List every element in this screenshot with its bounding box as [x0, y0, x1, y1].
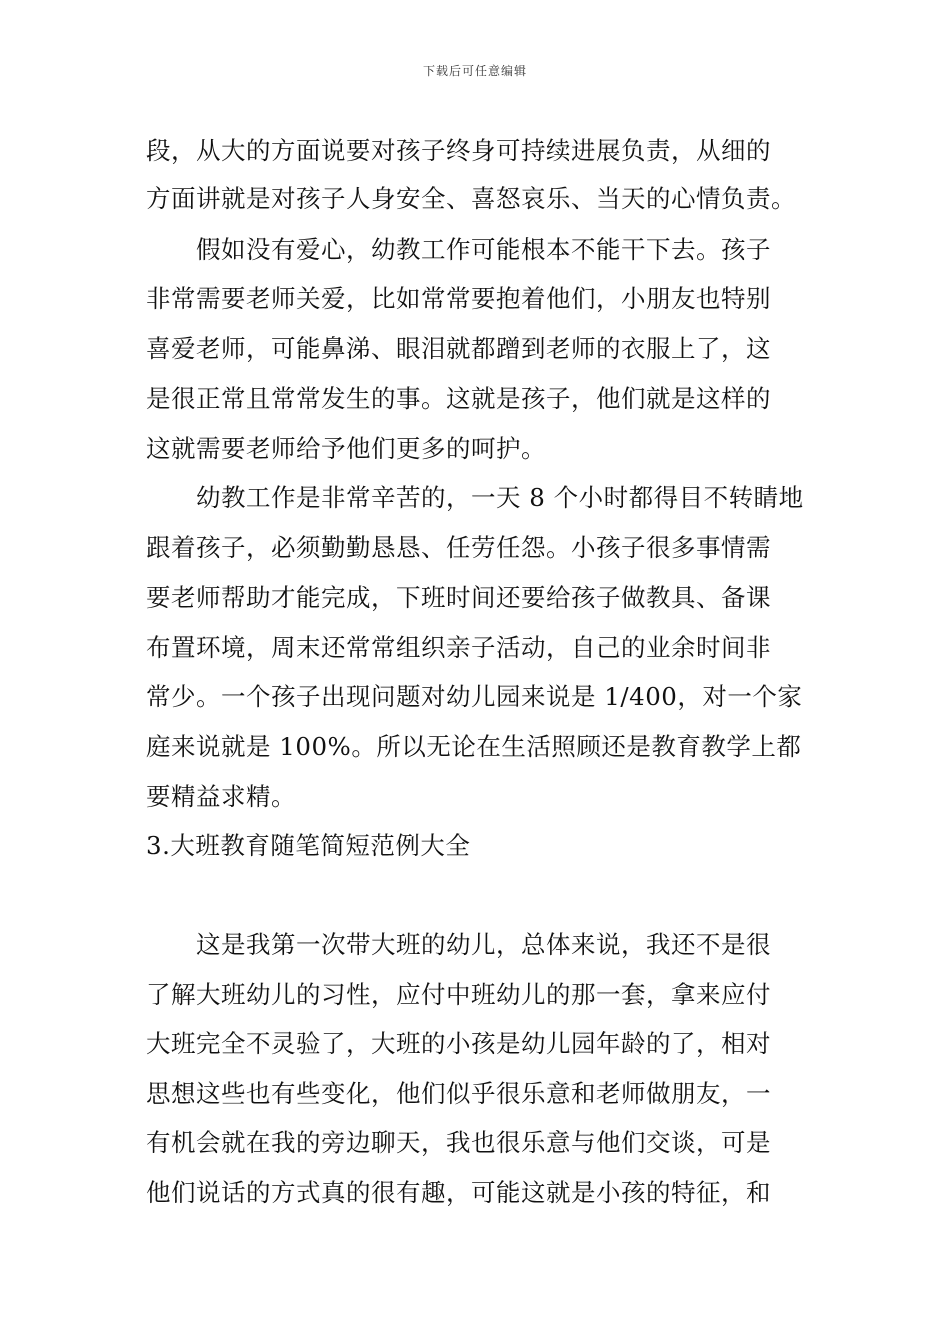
- body-line: 是很正常且常常发生的事。这就是孩子，他们就是这样的: [146, 384, 771, 413]
- body-line: 假如没有爱心，幼教工作可能根本不能干下去。孩子: [146, 235, 771, 264]
- body-line: 喜爱老师，可能鼻涕、眼泪就都蹭到老师的衣服上了，这: [146, 334, 771, 363]
- body-line: 跟着孩子，必须勤勤恳恳、任劳任怨。小孩子很多事情需: [146, 533, 771, 562]
- body-line: 这就需要老师给予他们更多的呵护。: [146, 434, 546, 463]
- body-line: 了解大班幼儿的习性，应付中班幼儿的那一套，拿来应付: [146, 980, 771, 1009]
- body-line: 这是我第一次带大班的幼儿，总体来说，我还不是很: [146, 930, 771, 959]
- body-line: 要精益求精。: [146, 782, 296, 811]
- body-line: 大班完全不灵验了，大班的小孩是幼儿园年龄的了，相对: [146, 1029, 771, 1058]
- page-header: 下载后可任意编辑: [422, 64, 527, 78]
- body-line: 段，从大的方面说要对孩子终身可持续进展负责，从细的: [146, 136, 771, 165]
- body-line: 思想这些也有些变化，他们似乎很乐意和老师做朋友，一: [146, 1079, 771, 1108]
- body-line: 布置环境，周末还常常组织亲子活动，自己的业余时间非: [146, 633, 771, 662]
- body-line: 要老师帮助才能完成，下班时间还要给孩子做教具、备课: [146, 583, 771, 612]
- body-line: 他们说话的方式真的很有趣，可能这就是小孩的特征，和: [146, 1178, 771, 1207]
- body-line: 有机会就在我的旁边聊天，我也很乐意与他们交谈，可是: [146, 1128, 771, 1157]
- section-heading: 3.大班教育随笔简短范例大全: [146, 831, 471, 860]
- body-line: 非常需要老师关爱，比如常常要抱着他们，小朋友也特别: [146, 284, 771, 313]
- body-line: 方面讲就是对孩子人身安全、喜怒哀乐、当天的心情负责。: [146, 184, 796, 213]
- body-line: 常少。一个孩子出现问题对幼儿园来说是 1/400，对一个家: [146, 682, 803, 711]
- body-line: 幼教工作是非常辛苦的，一天 8 个小时都得目不转睛地: [146, 483, 804, 512]
- body-line: 庭来说就是 100%。所以无论在生活照顾还是教育教学上都: [146, 732, 802, 761]
